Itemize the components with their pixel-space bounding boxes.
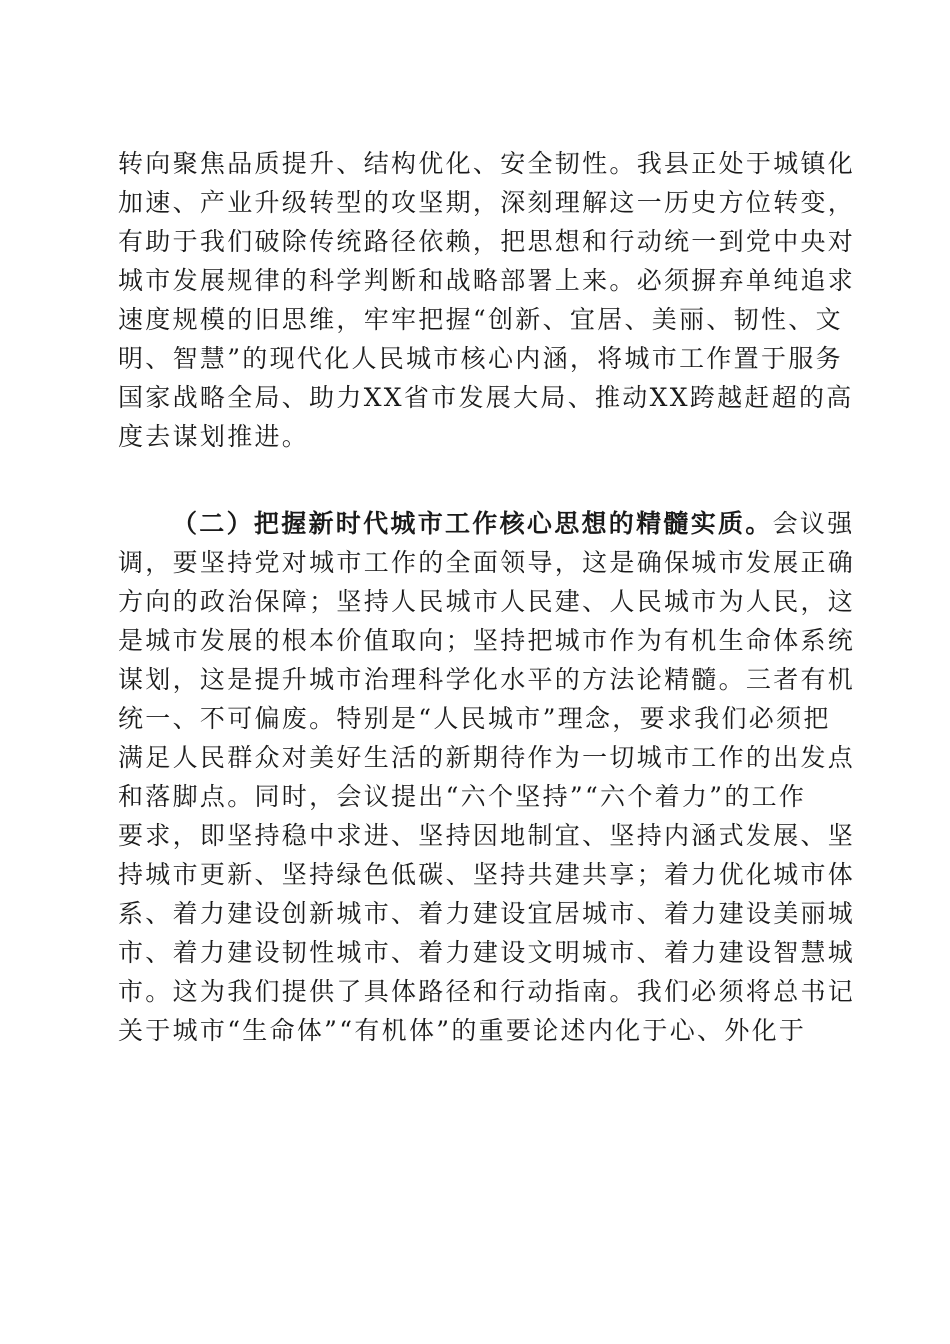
paragraph-line: 谋划，这是提升城市治理科学化水平的方法论精髓。三者有机 [118,665,856,694]
paragraph-line: 统一、不可偏废。特别是“人民城市”理念，要求我们必须把 [118,704,831,733]
paragraph-2 [118,504,856,1050]
paragraph-line: 关于城市“生命体”“有机体”的重要论述内化于心、外化于 [118,1016,807,1045]
heading-continuation: 会议强 [772,509,855,538]
paragraph-line: 有助于我们破除传统路径依赖，把思想和行动统一到党中央对 [118,227,856,256]
paragraph-line: 持城市更新、坚持绿色低碳、坚持共建共享；着力优化城市体 [118,860,856,889]
paragraph-first-line [118,504,855,543]
paragraph-line: 满足人民群众对美好生活的新期待作为一切城市工作的出发点 [118,743,856,772]
paragraph-line: 国家战略全局、助力XX省市发展大局、推动XX跨越赶超的高 [118,383,854,412]
paragraph-line: 系、着力建设创新城市、着力建设宜居城市、着力建设美丽城 [118,899,856,928]
section-heading: （二）把握新时代城市工作核心思想的精髓实质。 [172,509,773,538]
paragraph-line: 速度规模的旧思维，牢牢把握“创新、宜居、美丽、韧性、文 [118,305,843,334]
paragraph-line: 加速、产业升级转型的攻坚期，深刻理解这一历史方位转变， [118,188,856,217]
paragraph-line: 要求，即坚持稳中求进、坚持因地制宜、坚持内涵式发展、坚 [118,821,856,850]
paragraph-line: 市、着力建设韧性城市、着力建设文明城市、着力建设智慧城 [118,938,856,967]
paragraph-line: 城市发展规律的科学判断和战略部署上来。必须摒弃单纯追求 [118,266,856,295]
paragraph-line: 方向的政治保障；坚持人民城市人民建、人民城市为人民，这 [118,587,856,616]
paragraph-line: 度去谋划推进。 [118,422,310,451]
paragraph-line: 是城市发展的根本价值取向；坚持把城市作为有机生命体系统 [118,626,856,655]
paragraph-line: 调，要坚持党对城市工作的全面领导，这是确保城市发展正确 [118,548,856,577]
paragraph-line: 市。这为我们提供了具体路径和行动指南。我们必须将总书记 [118,977,856,1006]
paragraph-line: 转向聚焦品质提升、结构优化、安全韧性。我县正处于城镇化 [118,149,856,178]
paragraph-line: 和落脚点。同时，会议提出“六个坚持”“六个着力”的工作 [118,782,807,811]
paragraph-1 [118,144,856,456]
paragraph-line: 明、智慧”的现代化人民城市核心内涵，将城市工作置于服务 [118,344,843,373]
